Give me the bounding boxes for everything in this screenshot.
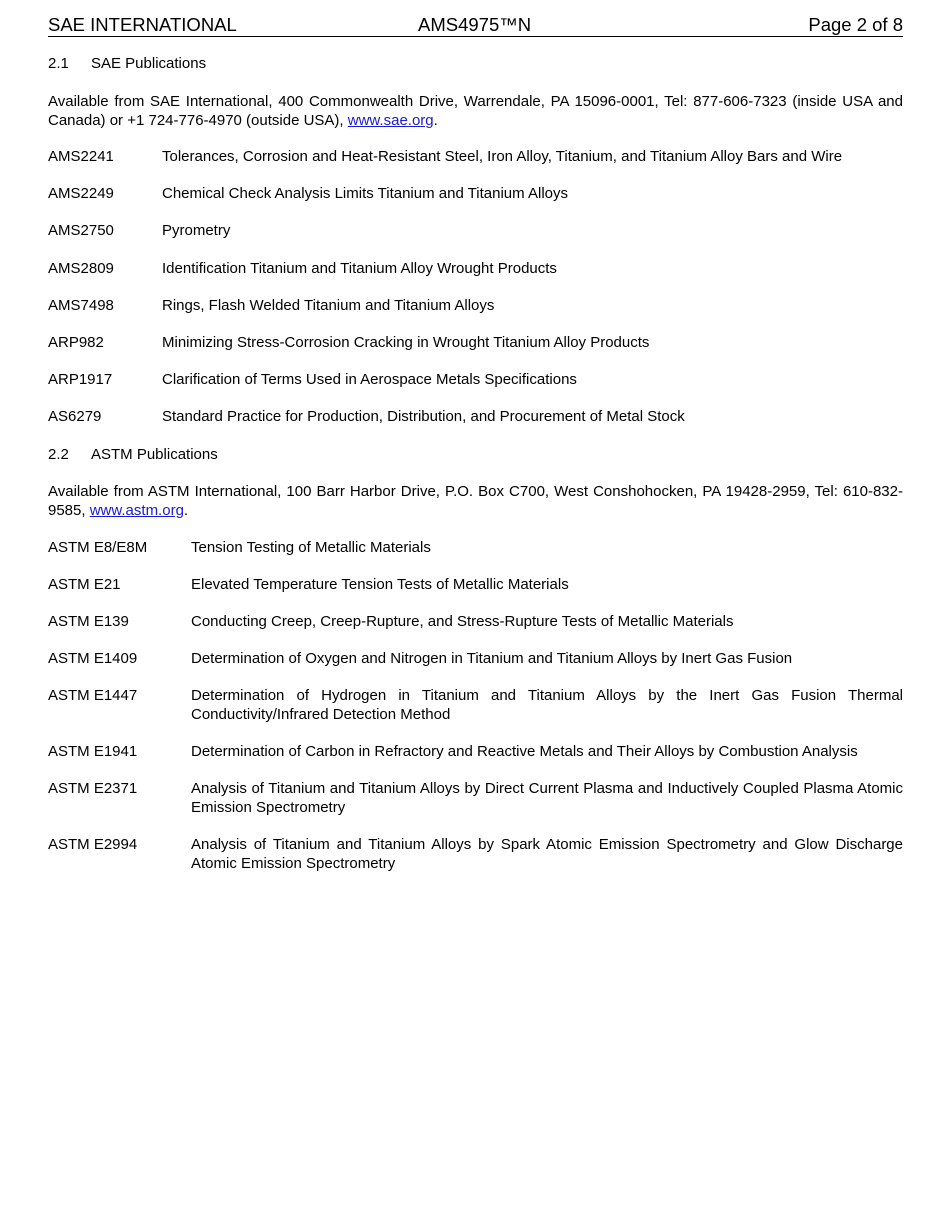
reference-title: Elevated Temperature Tension Tests of Metallic Materials bbox=[191, 576, 569, 593]
availability-text: Available from ASTM International, 100 Barr Harbor Drive, P.O. Box C700, West Conshohocken, PA 19428-2959, Tel: 610-832-9585, bbox=[48, 483, 903, 519]
availability-text: Available from SAE International, 400 Commonwealth Drive, Warrendale, PA 15096-0001, Tel: 877-606-7323 (inside USA and Canada) or +1 724-776-4970 (outside USA), bbox=[48, 93, 903, 129]
reference-code: ASTM E8/E8M bbox=[48, 539, 148, 556]
reference-title: Chemical Check Analysis Limits Titanium and Titanium Alloys bbox=[162, 185, 568, 202]
reference-title: Pyrometry bbox=[162, 222, 231, 239]
page-header bbox=[48, 14, 903, 37]
reference-code: ASTM E1447 bbox=[48, 687, 138, 704]
reference-code: AS6279 bbox=[48, 408, 102, 425]
section-title: SAE Publications bbox=[91, 55, 207, 72]
reference-code: ASTM E21 bbox=[48, 576, 121, 593]
reference-title: Identification Titanium and Titanium Alloy Wrought Products bbox=[162, 260, 557, 277]
reference-title: Clarification of Terms Used in Aerospace Metals Specifications bbox=[162, 371, 577, 388]
reference-code: ASTM E1941 bbox=[48, 743, 138, 760]
reference-code: AMS7498 bbox=[48, 297, 114, 314]
header-page-number: Page 2 of 8 bbox=[808, 14, 903, 35]
reference-title: Minimizing Stress-Corrosion Cracking in Wrought Titanium Alloy Products bbox=[162, 334, 650, 351]
reference-code: AMS2249 bbox=[48, 185, 114, 202]
reference-code: ASTM E1409 bbox=[48, 650, 138, 667]
section-title: ASTM Publications bbox=[91, 446, 218, 463]
header-org: SAE INTERNATIONAL bbox=[48, 14, 237, 35]
header-doc-id: AMS4975™N bbox=[418, 14, 532, 35]
reference-title: Conducting Creep, Creep-Rupture, and Stress-Rupture Tests of Metallic Materials bbox=[191, 613, 734, 630]
reference-code: ARP1917 bbox=[48, 371, 113, 388]
reference-code: ASTM E2994 bbox=[48, 836, 138, 853]
reference-code: ASTM E2371 bbox=[48, 780, 138, 797]
reference-title: Determination of Hydrogen in Titanium and Titanium Alloys by the Inert Gas Fusion Thermal Conductivity/Infrared Detection Method bbox=[191, 687, 903, 723]
reference-code: AMS2809 bbox=[48, 260, 114, 277]
section-number: 2.1 bbox=[48, 55, 69, 72]
section-heading-astm bbox=[48, 446, 218, 464]
reference-title: Tolerances, Corrosion and Heat-Resistant Steel, Iron Alloy, Titanium, and Titanium Alloy Bars and Wire bbox=[162, 148, 843, 165]
sae-availability-paragraph bbox=[48, 93, 903, 130]
reference-title: Standard Practice for Production, Distribution, and Procurement of Metal Stock bbox=[162, 408, 685, 425]
reference-title: Tension Testing of Metallic Materials bbox=[191, 539, 431, 556]
reference-title: Determination of Carbon in Refractory and Reactive Metals and Their Alloys by Combustion Analysis bbox=[191, 743, 858, 760]
reference-code: AMS2750 bbox=[48, 222, 114, 239]
section-heading-sae bbox=[48, 55, 206, 73]
document-page bbox=[48, 14, 903, 872]
reference-code: ARP982 bbox=[48, 334, 104, 351]
astm-website-link[interactable]: www.astm.org bbox=[89, 501, 184, 519]
reference-title: Rings, Flash Welded Titanium and Titanium Alloys bbox=[162, 297, 495, 314]
reference-title: Determination of Oxygen and Nitrogen in Titanium and Titanium Alloys by Inert Gas Fusion bbox=[191, 650, 793, 667]
sae-website-link[interactable]: www.sae.org bbox=[347, 111, 434, 129]
reference-code: AMS2241 bbox=[48, 148, 114, 165]
reference-title: Analysis of Titanium and Titanium Alloys by Direct Current Plasma and Inductively Coupled Plasma Atomic Emission Spectrometry bbox=[191, 780, 903, 816]
astm-availability-paragraph bbox=[48, 483, 903, 520]
reference-title: Analysis of Titanium and Titanium Alloys by Spark Atomic Emission Spectrometry and Glow Discharge Atomic Emission Spectrometry bbox=[191, 836, 903, 872]
availability-suffix: . bbox=[433, 111, 438, 129]
availability-suffix: . bbox=[183, 501, 189, 519]
section-number: 2.2 bbox=[48, 446, 69, 463]
reference-code: ASTM E139 bbox=[48, 613, 129, 630]
